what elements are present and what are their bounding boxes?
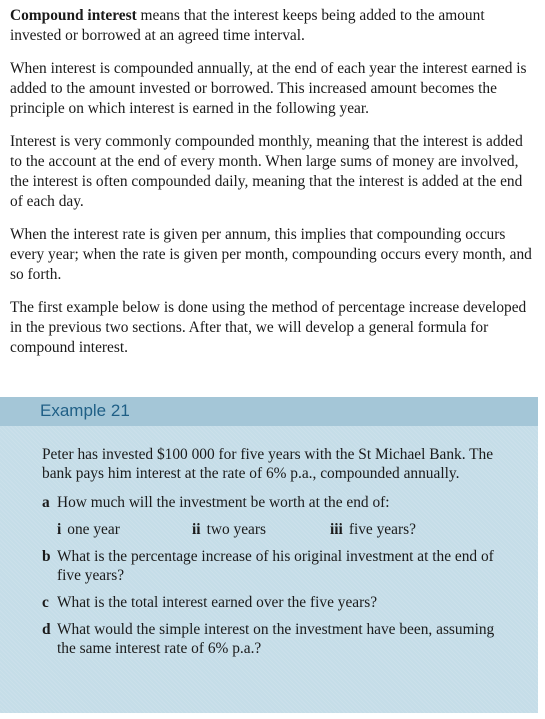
term-compound-interest: Compound interest [10, 7, 137, 24]
paragraph-monthly-compounding: Interest is very commonly compounded monthly, meaning that the interest is added to the account at the end of every month. When large sums of money are involved, the interest is often compounded daily, meaning that the interest is added at the end of each day. [10, 133, 523, 210]
question-letter: d [42, 621, 51, 638]
paragraph-annual-compounding: When interest is compounded annually, at the end of each year the interest earned is added to the amount invested or borrowed. This increased amount becomes the principle on which interest is earned in the following year. [10, 60, 527, 117]
paragraph-example-intro: The first example below is done using the method of percentage increase developed in the previous two sections. After that, we will develop a general formula for compound interest. [10, 299, 527, 356]
example-title: Example 21 [40, 401, 130, 420]
example-problem-statement: Peter has invested $100 000 for five years with the St Michael Bank. The bank pays him interest at the rate of 6% p.a., compounded annually. [42, 446, 494, 482]
question-letter: a [42, 494, 50, 511]
paragraph-compound-interest-definition [10, 6, 538, 46]
question-a-subparts [57, 520, 512, 539]
question-text: What is the percentage increase of his original investment at the end of five years? [57, 548, 494, 584]
subpart-label: iii [330, 521, 343, 538]
question-text: What is the total interest earned over the five years? [57, 594, 378, 611]
example-box [0, 397, 538, 713]
subpart-label: ii [192, 521, 201, 538]
text-content [10, 6, 538, 371]
subpart-ii [192, 520, 330, 539]
subpart-iii [330, 520, 416, 539]
question-d [42, 620, 512, 658]
example-body [42, 445, 512, 666]
question-letter: c [42, 594, 49, 611]
subpart-i [57, 520, 192, 539]
question-b [42, 547, 512, 585]
subpart-text: two years [206, 521, 266, 538]
question-text: How much will the investment be worth at the end of: [57, 494, 390, 511]
subpart-text: five years? [348, 521, 416, 538]
question-a [42, 493, 512, 512]
subpart-label: i [57, 521, 62, 538]
question-letter: b [42, 548, 51, 565]
definition-text: means that the interest keeps being added to the amount invested or borrowed at an agreed time interval. [10, 7, 485, 44]
paragraph-rate-period: When the interest rate is given per annum, this implies that compounding occurs every year; when the rate is given per month, compounding occurs every month, and so forth. [10, 226, 532, 283]
subpart-text: one year [67, 521, 120, 538]
question-text: What would the simple interest on the investment have been, assuming the same interest rate of 6% p.a.? [57, 621, 495, 657]
example-header [0, 397, 538, 426]
question-c [42, 593, 512, 612]
